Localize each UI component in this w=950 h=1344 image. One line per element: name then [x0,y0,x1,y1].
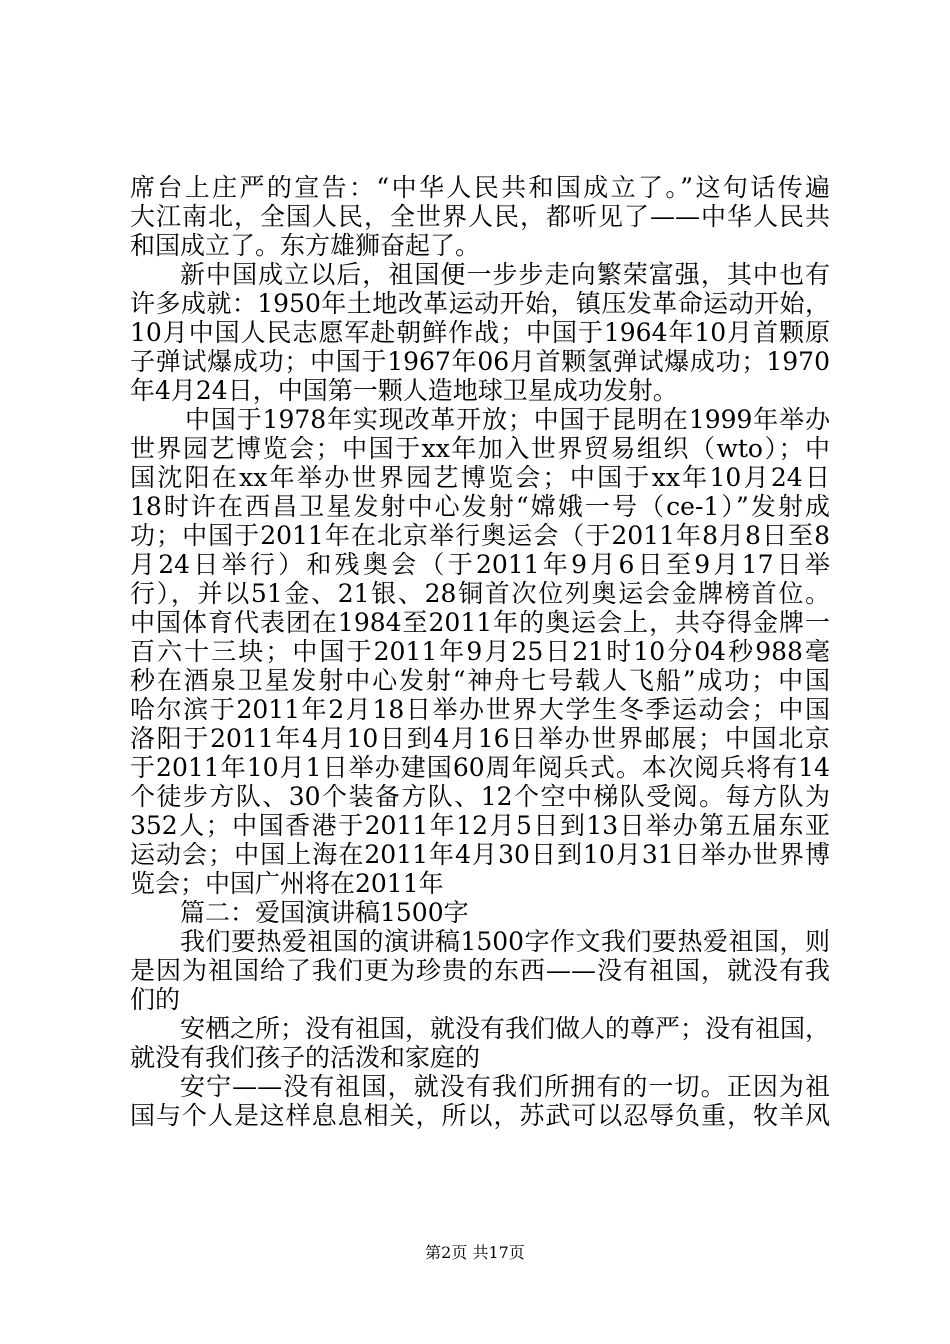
text-line: 大江南北，全国人民，全世界人民，都听见了——中华人民共 [130,202,830,231]
text-line: 功；中国于2011年在北京举行奥运会（于2011年8月8日至8 [130,521,830,550]
text-line: 运动会；中国上海在2011年4月30日到10月31日举办世界博 [130,840,830,869]
page-footer [0,1243,950,1263]
text-line: 们的 [130,985,181,1014]
text-line: 席台上庄严的宣告：“中华人民共和国成立了。”这句话传遍 [130,173,830,202]
text-line: 安宁——没有祖国，就没有我们所拥有的一切。正因为祖 [180,1072,830,1101]
text-line: 行），并以51金、21银、28铜首次位列奥运会金牌榜首位。 [130,579,830,608]
page-number-label: 第2页 共17页 [425,1243,525,1262]
text-line: 览会；中国广州将在2011年 [130,869,444,898]
text-line: 月24日举行）和残奥会（于2011年9月6日至9月17日举 [130,550,830,579]
text-line: 我们要热爱祖国的演讲稿1500字作文我们要热爱祖国，则 [180,927,830,956]
text-line: 洛阳于2011年4月10日到4月16日举办世界邮展；中国北京 [130,724,830,753]
text-line: 18时许在西昌卫星发射中心发射“嫦娥一号（ce-1）”发射成 [130,492,830,521]
text-line: 子弹试爆成功；中国于1967年06月首颗氢弹试爆成功；1970 [130,347,830,376]
text-line: 秒在酒泉卫星发射中心发射“神舟七号载人飞船”成功；中国 [130,666,830,695]
text-line: 是因为祖国给了我们更为珍贵的东西——没有祖国，就没有我 [130,956,830,985]
text-line: 年4月24日，中国第一颗人造地球卫星成功发射。 [130,376,678,405]
text-line: 新中国成立以后，祖国便一步步走向繁荣富强，其中也有 [180,260,830,289]
text-line: 于2011年10月1日举办建国60周年阅兵式。本次阅兵将有14 [130,753,830,782]
text-line: 国与个人是这样息息相关，所以，苏武可以忍辱负重，牧羊风 [130,1101,830,1130]
text-line: 中国于1978年实现改革开放；中国于昆明在1999年举办 [185,405,830,434]
text-line: 世界园艺博览会；中国于xx年加入世界贸易组织（wto）；中 [130,434,830,463]
text-line: 许多成就：1950年土地改革运动开始，镇压发革命运动开始， [130,289,830,318]
text-line: 就没有我们孩子的活泼和家庭的 [130,1043,481,1072]
text-line: 哈尔滨于2011年2月18日举办世界大学生冬季运动会；中国 [130,695,830,724]
document-body [130,173,830,1130]
text-line: 和国成立了。东方雄狮奋起了。 [130,231,481,260]
text-line: 中国体育代表团在1984至2011年的奥运会上，共夺得金牌一 [130,608,830,637]
text-line: 安栖之所；没有祖国，就没有我们做人的尊严；没有祖国， [180,1014,831,1043]
text-line: 百六十三块；中国于2011年9月25日21时10分04秒988毫 [130,637,830,666]
text-line: 10月中国人民志愿军赴朝鲜作战；中国于1964年10月首颗原 [130,318,830,347]
text-line: 352人；中国香港于2011年12月5日到13日举办第五届东亚 [130,811,830,840]
text-line: 国沈阳在xx年举办世界园艺博览会；中国于xx年10月24日 [130,463,830,492]
text-line: 个徒步方队、30个装备方队、12个空中梯队受阅。每方队为 [130,782,830,811]
text-line: 篇二：爱国演讲稿1500字 [180,898,469,927]
